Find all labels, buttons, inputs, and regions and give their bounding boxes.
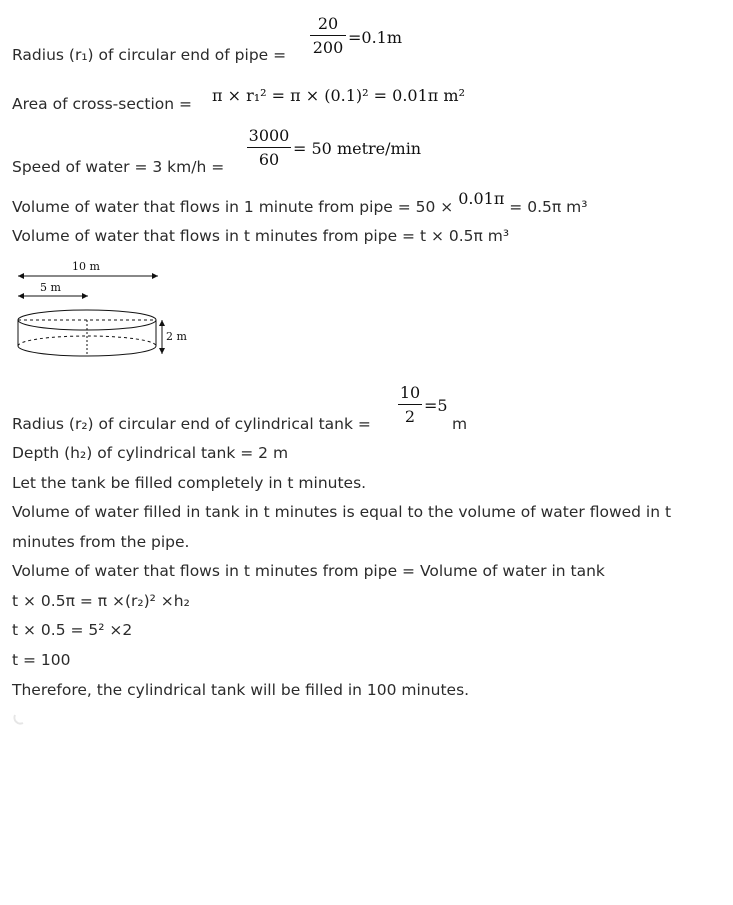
diameter-label: 10 m <box>72 260 100 273</box>
loading-spinner-icon <box>12 712 26 726</box>
fraction-denominator: 2 <box>404 407 416 426</box>
assume-line: Let the tank be filled completely in t minutes. <box>12 474 367 492</box>
radius-pipe-result: =0.1m <box>348 28 403 47</box>
fraction-bar <box>247 147 291 148</box>
fraction-denominator: 200 <box>312 38 344 57</box>
depth-tank-line: Depth (h₂) of cylindrical tank = 2 m <box>12 444 289 462</box>
radius-label: 5 m <box>40 281 61 294</box>
arrowhead-icon <box>159 320 165 326</box>
arrowhead-icon <box>18 273 24 279</box>
speed-text: Speed of water = 3 km/h = <box>12 158 225 176</box>
radius-tank-text: Radius (r₂) of circular end of cylindrical tank = <box>12 415 371 433</box>
fraction-bar <box>398 404 422 405</box>
equality-line-cont: minutes from the pipe. <box>12 533 190 551</box>
cross-section-line <box>12 94 192 114</box>
speed-line <box>12 157 224 177</box>
radius-tank-fraction <box>398 383 422 426</box>
conclusion-line: Therefore, the cylindrical tank will be filled in 100 minutes. <box>12 681 470 699</box>
fraction-numerator: 3000 <box>248 126 290 145</box>
arrowhead-icon <box>82 293 88 299</box>
radius-pipe-fraction <box>310 14 346 57</box>
arrowhead-icon <box>18 293 24 299</box>
arrowhead-icon <box>152 273 158 279</box>
cross-section-math: π × r₁² = π × (0.1)² = 0.01π m² <box>212 86 465 105</box>
radius-tank-unit: m <box>452 415 468 433</box>
speed-fraction <box>247 126 291 169</box>
radius-pipe-text: Radius (r₁) of circular end of pipe = <box>12 46 287 64</box>
volume-1min-line <box>12 189 588 217</box>
radius-tank-line <box>12 414 371 434</box>
step-2-line: t × 0.5 = 5² ×2 <box>12 621 133 639</box>
volume-1min-factor: 0.01π <box>458 189 505 208</box>
step-3-line: t = 100 <box>12 651 71 669</box>
step-1-line: t × 0.5π = π ×(r₂)² ×h₂ <box>12 592 190 610</box>
volume-equation-line: Volume of water that flows in t minutes from pipe = Volume of water in tank <box>12 562 605 580</box>
arrowhead-icon <box>159 348 165 354</box>
speed-result: = 50 metre/min <box>293 139 422 158</box>
cross-section-text: Area of cross-section = <box>12 95 192 113</box>
height-label: 2 m <box>166 330 187 343</box>
radius-tank-result: =5 <box>424 396 448 415</box>
volume-t-min-line: Volume of water that flows in t minutes from pipe = t × 0.5π m³ <box>12 227 510 245</box>
equality-line: Volume of water filled in tank in t minutes is equal to the volume of water flowed in t <box>12 503 672 521</box>
fraction-numerator: 10 <box>399 383 421 402</box>
fraction-numerator: 20 <box>317 14 339 33</box>
fraction-denominator: 60 <box>258 150 280 169</box>
cylinder-diagram <box>12 258 192 368</box>
volume-1min-result: = 0.5π m³ <box>504 198 588 216</box>
volume-1min-text: Volume of water that flows in 1 minute from pipe = 50 × <box>12 198 459 216</box>
radius-pipe-line <box>12 45 286 65</box>
cylinder-bottom-front <box>18 346 156 356</box>
fraction-bar <box>310 35 346 36</box>
